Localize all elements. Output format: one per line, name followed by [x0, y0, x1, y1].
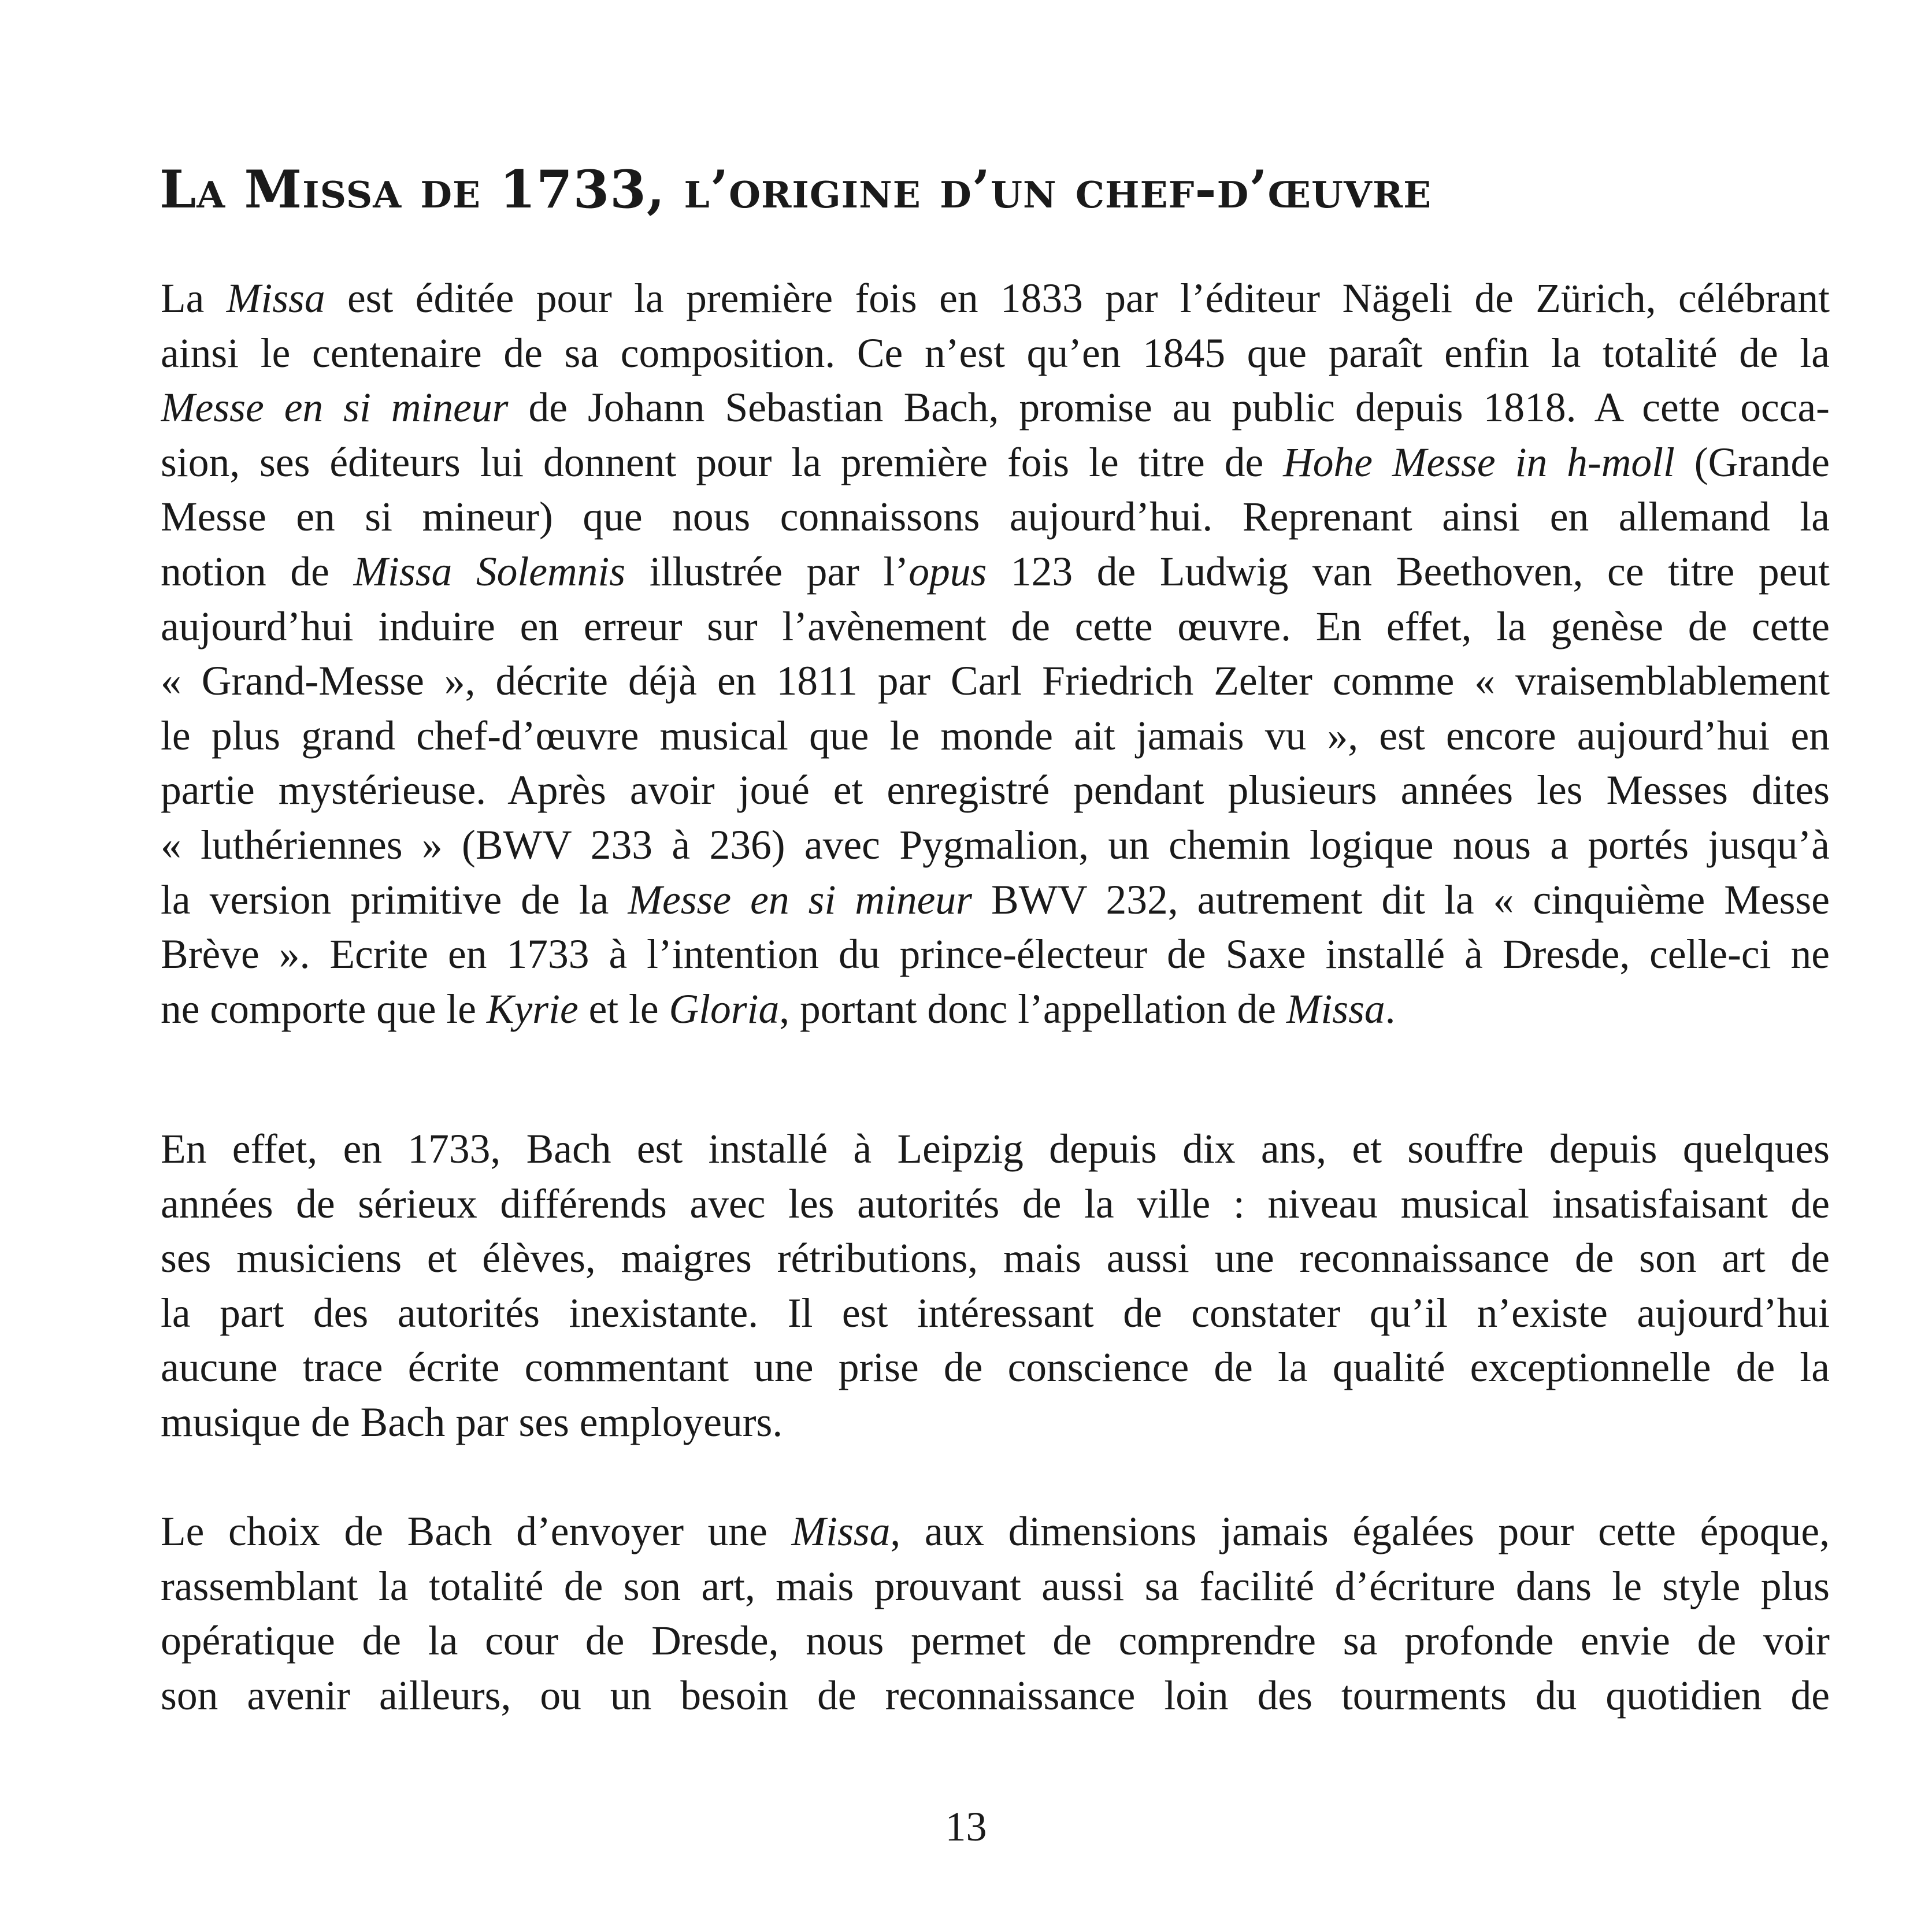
text-segment: La: [161, 276, 227, 321]
italic-text: Gloria: [669, 986, 780, 1032]
text-line: [161, 654, 1830, 709]
text-segment: Le choix de Bach d’envoyer une: [161, 1509, 792, 1554]
text-line: [161, 818, 1830, 873]
italic-text: Kyrie: [486, 986, 579, 1032]
text-line: [161, 381, 1830, 436]
text-line: [161, 272, 1830, 326]
text-segment: (Grande: [1674, 439, 1830, 485]
italic-text: Messe en si mineur: [161, 385, 509, 431]
text-line: [161, 709, 1830, 764]
text-segment: Messe en si mineur) que nous connaissons aujourd’hui. Reprenant ainsi en allemand la: [161, 494, 1830, 540]
text-line: [161, 982, 1830, 1037]
text-line: [161, 1122, 1830, 1177]
paragraph-3: [161, 1505, 1830, 1723]
text-line: [161, 490, 1830, 545]
text-line: [161, 600, 1830, 655]
text-segment: son avenir ailleurs, ou un besoin de reconnaissance loin des tourments du quotidien de: [161, 1672, 1830, 1719]
text-line: [161, 1614, 1830, 1669]
paragraph-2: [161, 1122, 1830, 1450]
text-segment: ses musiciens et élèves, maigres rétributions, mais aussi une reconnaissance de son art de: [161, 1235, 1830, 1282]
text-segment: notion de: [161, 548, 354, 595]
text-line: [161, 927, 1830, 982]
italic-text: Messe en si mineur: [628, 877, 972, 923]
text-segment: illustrée par l’: [625, 548, 909, 595]
italic-text: Missa Solemnis: [353, 548, 626, 595]
text-segment: BWV 232, autrement dit la « cinquième Messe: [971, 877, 1830, 923]
italic-text: Missa: [791, 1509, 891, 1554]
text-line: [161, 326, 1830, 381]
text-line: [161, 1231, 1830, 1286]
paragraph-1: [161, 272, 1830, 1037]
text-line: [161, 1177, 1830, 1232]
text-segment: la version primitive de la: [161, 877, 628, 923]
text-segment: le plus grand chef-d’œuvre musical que le monde ait jamais vu », est encore aujourd’hui en: [161, 713, 1830, 759]
text-segment: opératique de la cour de Dresde, nous permet de comprendre sa profonde envie de voir: [161, 1618, 1830, 1664]
text-segment: « luthériennes » (BWV 233 à 236) avec Pygmalion, un chemin logique nous a portés jusqu’à: [161, 822, 1830, 868]
text-line: [161, 1560, 1830, 1615]
text-line: [161, 1505, 1830, 1560]
text-segment: aujourd’hui induire en erreur sur l’avènement de cette œuvre. En effet, la genèse de cette: [161, 603, 1830, 650]
text-segment: aucune trace écrite commentant une prise de conscience de la qualité exceptionnelle de la: [161, 1345, 1830, 1391]
text-segment: , portant donc l’appellation de: [779, 986, 1286, 1032]
italic-text: opus: [908, 548, 987, 595]
text-segment: musique de Bach par ses employeurs.: [161, 1399, 783, 1445]
text-segment: 123 de Ludwig van Beethoven, ce titre peut: [987, 548, 1830, 595]
text-segment: de Johann Sebastian Bach, promise au public depuis 1818. A cette occa-: [508, 385, 1830, 431]
text-line: [161, 1669, 1830, 1724]
italic-text: Hohe Messe in h-moll: [1283, 439, 1675, 485]
text-line: [161, 545, 1830, 600]
text-line: [161, 763, 1830, 818]
text-line: [161, 1341, 1830, 1396]
text-segment: ne comporte que le: [161, 986, 487, 1032]
text-segment: , aux dimensions jamais égalées pour cette époque,: [890, 1509, 1830, 1554]
section-heading: La Missa de 1733, l’origine d’un chef-d’œuvre: [160, 159, 1432, 220]
page-number: 13: [945, 1804, 987, 1850]
text-segment: sion, ses éditeurs lui donnent pour la première fois le titre de: [161, 439, 1284, 485]
text-segment: années de sérieux différends avec les autorités de la ville : niveau musical insatisfaisant de: [161, 1181, 1830, 1227]
text-segment: et le: [578, 986, 669, 1032]
text-line: [161, 1396, 1830, 1450]
text-segment: la part des autorités inexistante. Il est intéressant de constater qu’il n’existe aujourd’hui: [161, 1290, 1830, 1336]
text-segment: En effet, en 1733, Bach est installé à Leipzig depuis dix ans, et souffre depuis quelques: [161, 1126, 1830, 1172]
text-segment: ainsi le centenaire de sa composition. Ce n’est qu’en 1845 que paraît enfin la totalité de la: [161, 330, 1830, 376]
text-segment: « Grand-Messe », décrite déjà en 1811 par Carl Friedrich Zelter comme « vraisemblablement: [161, 658, 1830, 704]
text-line: [161, 1286, 1830, 1341]
text-segment: rassemblant la totalité de son art, mais prouvant aussi sa facilité d’écriture dans le style plus: [161, 1563, 1830, 1609]
italic-text: Missa: [1286, 986, 1385, 1032]
text-segment: est éditée pour la première fois en 1833 par l’éditeur Nägeli de Zürich, célébrant: [325, 276, 1830, 321]
text-segment: Brève ». Ecrite en 1733 à l’intention du prince-électeur de Saxe installé à Dresde, celle-ci ne: [161, 932, 1830, 978]
text-segment: partie mystérieuse. Après avoir joué et enregistré pendant plusieurs années les Messes dites: [161, 767, 1830, 814]
italic-text: Missa: [226, 276, 325, 321]
text-segment: .: [1385, 986, 1396, 1032]
text-line: [161, 873, 1830, 928]
text-line: [161, 436, 1830, 491]
